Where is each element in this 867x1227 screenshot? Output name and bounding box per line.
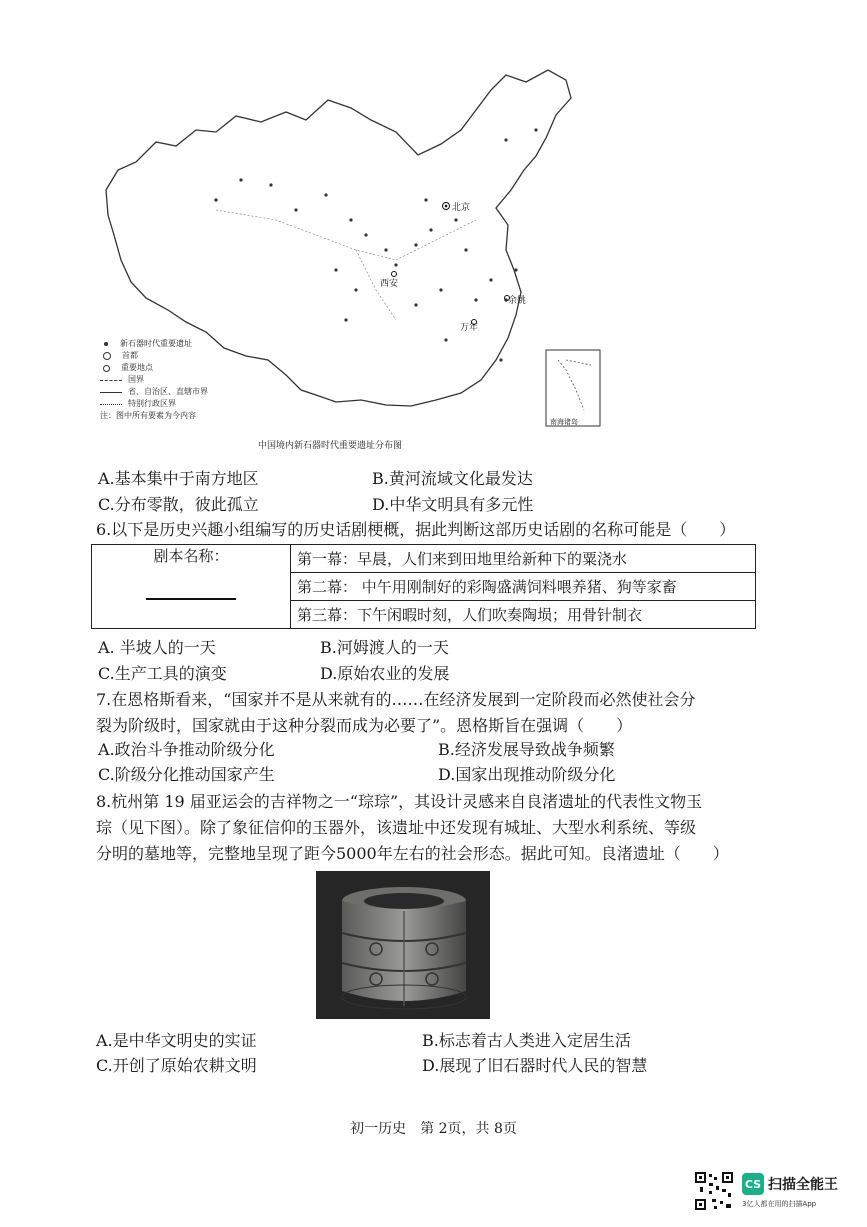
script-name-cell — [92, 545, 291, 629]
page-footer: 初一历史 第 2页，共 8页 — [350, 1121, 517, 1137]
q6-option-a[interactable]: A. 半坡人的一天 — [98, 638, 216, 657]
south-sea-inset — [546, 350, 600, 426]
q8-option-c[interactable]: C.开创了原始农耕文明 — [96, 1056, 257, 1075]
q5-option-c[interactable]: C.分布零散，彼此孤立 — [98, 495, 259, 514]
q6-option-d[interactable]: D.原始农业的发展 — [320, 664, 450, 683]
q6-option-c[interactable]: C.生产工具的演变 — [98, 664, 227, 683]
legend-note: 注：图中所有要素为今内容 — [100, 411, 196, 420]
map-caption: 中国境内新石器时代重要遗址分布图 — [258, 441, 403, 451]
camscanner-logo: CS — [742, 1173, 764, 1195]
border-line-icon — [100, 380, 122, 381]
province-line-icon — [100, 392, 122, 393]
label-yuyao: 余姚 — [508, 296, 527, 306]
capital-icon — [103, 352, 111, 360]
q5-option-b[interactable]: B.黄河流域文化最发达 — [372, 469, 533, 488]
site-dot-icon — [104, 342, 108, 346]
q6-stem: 6.以下是历史兴趣小组编写的历史话剧梗概，据此判断这部历史话剧的名称可能是（ ） — [96, 520, 736, 539]
q8-stem-line-2: 琮（见下图）。除了象征信仰的玉器外，该遗址中还发现有城址、大型水利系统、等级 — [96, 818, 697, 837]
act-3: 第三幕：下午闲暇时刻，人们吹奏陶埙；用骨针制衣 — [291, 601, 756, 629]
q7-stem-line-2: 裂为阶级时，国家就由于这种分裂而成为必要了”。恩格斯旨在强调（ ） — [96, 716, 633, 735]
script-name-blank — [146, 598, 236, 600]
camscanner-name: 扫描全能王 — [768, 1177, 838, 1193]
q8-stem-line-1: 8.杭州第 19 届亚运会的吉祥物之一“琮琮”，其设计灵感来自良渚遗址的代表性文物玉 — [96, 792, 703, 811]
label-xian: 西安 — [380, 279, 399, 289]
sar-line-icon — [100, 404, 122, 405]
place-icon — [103, 365, 110, 372]
q5-option-d[interactable]: D.中华文明具有多元性 — [372, 495, 534, 514]
camscanner-tagline: 3亿人都在用的扫描App — [742, 1200, 817, 1208]
q7-option-d[interactable]: D.国家出现推动阶级分化 — [438, 765, 616, 784]
map-legend: 新石器时代重要遗址 首都 重要地点 国界 省、自治区、直辖市界 特别行政区界 注：图中所有要素为今内容 — [100, 339, 208, 420]
site-dots — [214, 128, 537, 361]
q7-stem-line-1: 7.在恩格斯看来，“国家并不是从来就有的……在经济发展到一定阶段而必然使社会分 — [96, 690, 696, 709]
label-wanjia: 万年 — [460, 323, 479, 333]
q7-option-a[interactable]: A.政治斗争推动阶级分化 — [98, 740, 275, 759]
q6-option-b[interactable]: B.河姆渡人的一天 — [320, 638, 449, 657]
province-line — [216, 210, 476, 320]
q8-option-b[interactable]: B.标志着古人类进入定居生活 — [422, 1031, 631, 1050]
label-beijing: 北京 — [452, 203, 471, 213]
act-2: 第二幕： 中午用刚制好的彩陶盛满饲料喂养猪、狗等家畜 — [291, 573, 756, 601]
qr-code-icon — [694, 1171, 734, 1211]
q8-option-d[interactable]: D.展现了旧石器时代人民的智慧 — [422, 1056, 648, 1075]
q8-stem-line-3: 分明的墓地等，完整地呈现了距今5000年左右的社会形态。据此可知。良渚遗址（ ） — [96, 844, 729, 863]
jade-cong-photo — [316, 871, 490, 1019]
script-table — [91, 544, 756, 629]
act-1: 第一幕：早晨，人们来到田地里给新种下的粟浇水 — [291, 545, 756, 573]
q8-option-a[interactable]: A.是中华文明史的实证 — [96, 1031, 257, 1050]
inset-label: 南海诸岛 — [550, 418, 578, 426]
script-name-label: 剧本名称： — [153, 547, 229, 565]
q7-option-b[interactable]: B.经济发展导致战争频繁 — [438, 740, 615, 759]
q7-option-c[interactable]: C.阶级分化推动国家产生 — [98, 765, 275, 784]
q5-option-a[interactable]: A.基本集中于南方地区 — [98, 469, 259, 488]
